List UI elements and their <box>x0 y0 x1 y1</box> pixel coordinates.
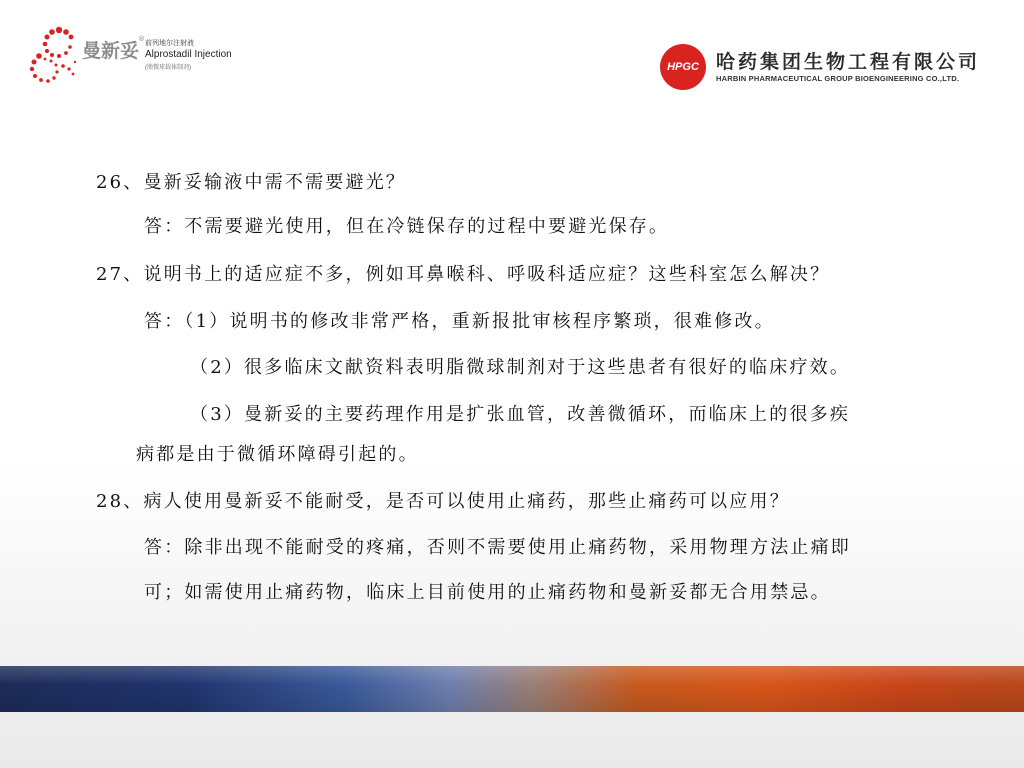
brand-generic-cn: 前列地尔注射液 <box>145 40 194 47</box>
brand-logo <box>26 22 236 88</box>
answer-27-point-2: （2）很多临床文献资料表明脂微球制剂对于这些患者有很好的临床疗效。 <box>190 357 851 378</box>
answer-27-point-3-cont: 病都是由于微循环障碍引起的。 <box>136 444 419 465</box>
brand-generic-en: Alprostadil Injection <box>145 49 232 60</box>
company-logo <box>660 38 990 94</box>
registered-mark: ® <box>138 35 145 43</box>
company-name-en: HARBIN PHARMACEUTICAL GROUP BIOENGINEERING CO.,LTD. <box>716 74 960 83</box>
company-name-cn: 哈药集团生物工程有限公司 <box>716 51 981 73</box>
brand-note-cn: (脂微球载体制剂) <box>145 65 191 71</box>
footer-gradient-bar <box>0 666 1024 712</box>
question-26: 26、曼新妥输液中需不需要避光？ <box>96 172 407 193</box>
answer-26: 答：不需要避光使用，但在冷链保存的过程中要避光保存。 <box>144 216 670 237</box>
question-28: 28、病人使用曼新妥不能耐受，是否可以使用止痛药，那些止痛药可以应用？ <box>96 491 790 512</box>
hpgc-badge-icon: HPGC <box>660 44 706 90</box>
answer-28: 答：除非出现不能耐受的疼痛，否则不需要使用止痛药物，采用物理方法止痛即 <box>144 537 851 558</box>
question-27: 27、说明书上的适应症不多，例如耳鼻喉科、呼吸科适应症？这些科室怎么解决？ <box>96 264 831 285</box>
dot-ring-icon <box>26 22 86 88</box>
answer-27-point-1: 答：（1）说明书的修改非常严格，重新报批审核程序繁琐，很难修改。 <box>144 311 775 332</box>
brand-name-cn: 曼新妥 <box>82 40 140 62</box>
answer-27-point-3: （3）曼新妥的主要药理作用是扩张血管，改善微循环，而临床上的很多疾 <box>190 404 851 425</box>
answer-28-cont: 可；如需使用止痛药物，临床上目前使用的止痛药物和曼新妥都无合用禁忌。 <box>144 582 831 603</box>
